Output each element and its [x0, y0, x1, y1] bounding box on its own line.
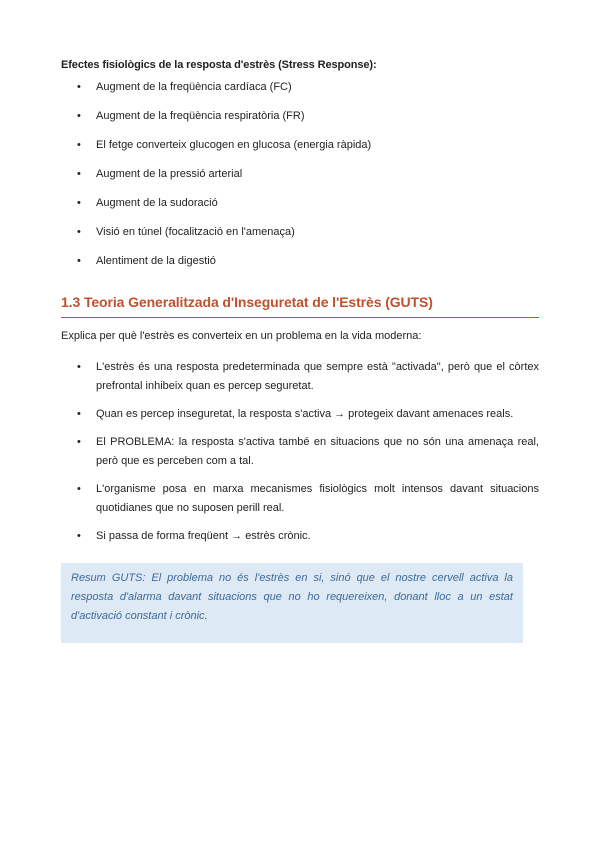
- list-item-text: El fetge converteix glucogen en glucosa (energia ràpida): [96, 139, 372, 151]
- list-item: [61, 225, 541, 254]
- list-item: [61, 167, 541, 196]
- bullet-icon: •: [77, 139, 81, 151]
- list-item-text: El PROBLEMA: la resposta s'activa també en situacions que no són una amenaça real, però que es perceben com a tal.: [96, 436, 539, 467]
- list-item: [61, 433, 539, 471]
- list-item-text: L'estrès és una resposta predeterminada que sempre està "activada", però que el còrtex prefrontal inhibeix quan es percep seguretat.: [96, 361, 539, 392]
- list-item: [61, 109, 541, 138]
- bullet-icon: •: [77, 168, 81, 180]
- list-item-text: Si passa de forma freqüent → estrès crònic.: [96, 530, 311, 542]
- list-item-text: Alentiment de la digestió: [96, 255, 216, 267]
- guts-list: [61, 358, 539, 555]
- list-item-text: Augment de la freqüència cardíaca (FC): [96, 81, 292, 93]
- section-title: 1.3 Teoria Generalitzada d'Inseguretat de l'Estrès (GUTS): [61, 294, 433, 310]
- list-item: [61, 527, 539, 546]
- effects-heading: Efectes fisiològics de la resposta d'estrès (Stress Response):: [61, 59, 377, 71]
- list-item-text: Visió en túnel (focalització en l'amenaça): [96, 226, 295, 238]
- section-divider: [61, 317, 539, 318]
- list-item-text: Quan es percep inseguretat, la resposta s'activa → protegeix davant amenaces reals.: [96, 408, 514, 420]
- list-item-text: Augment de la sudoració: [96, 197, 218, 209]
- bullet-icon: •: [77, 226, 81, 238]
- bullet-icon: •: [77, 361, 81, 373]
- bullet-icon: •: [77, 408, 81, 420]
- list-item-text: Augment de la freqüència respiratòria (FR): [96, 110, 305, 122]
- list-item-text: Augment de la pressió arterial: [96, 168, 243, 180]
- summary-text: Resum GUTS: El problema no és l'estrès en si, sinó que el nostre cervell activa la resposta d'alarma davant situacions que no ho requereixen, donant lloc a un estat d'activació constant i crònic.: [71, 572, 513, 622]
- list-item: [61, 196, 541, 225]
- bullet-icon: •: [77, 436, 81, 448]
- effects-list: [61, 80, 541, 283]
- bullet-icon: •: [77, 530, 81, 542]
- bullet-icon: •: [77, 197, 81, 209]
- list-item-text: L'organisme posa en marxa mecanismes fisiològics molt intensos davant situacions quotidianes que no suposen perill real.: [96, 483, 539, 514]
- list-item: [61, 358, 539, 396]
- bullet-icon: •: [77, 255, 81, 267]
- summary-box: [61, 563, 523, 643]
- list-item: [61, 80, 541, 109]
- list-item: [61, 254, 541, 283]
- list-item: [61, 480, 539, 518]
- bullet-icon: •: [77, 110, 81, 122]
- list-item: [61, 138, 541, 167]
- list-item: [61, 405, 539, 424]
- bullet-icon: •: [77, 81, 81, 93]
- bullet-icon: •: [77, 483, 81, 495]
- intro-text: Explica per què l'estrès es converteix en un problema en la vida moderna:: [61, 330, 422, 342]
